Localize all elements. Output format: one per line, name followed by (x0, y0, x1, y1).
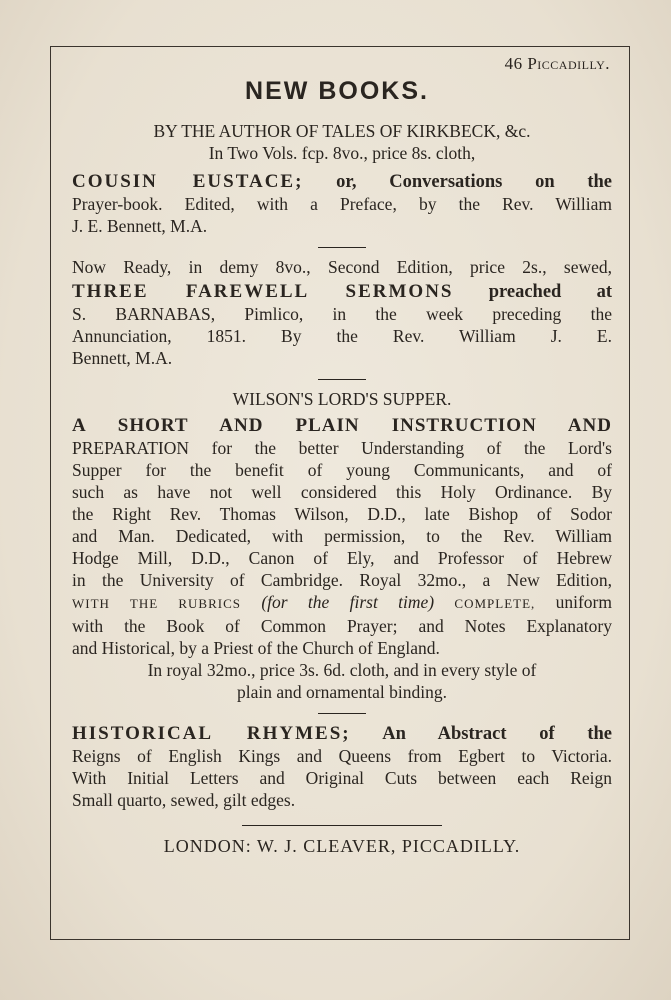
divider (242, 825, 442, 826)
text-line: such as have not well considered this Holy Ordinance. By (72, 482, 612, 502)
author-line: BY THE AUTHOR OF TALES OF KIRKBECK, &c. (153, 121, 531, 141)
price-line: In royal 32mo., price 3s. 6d. cloth, and in every style of (147, 660, 537, 680)
text-line: With Initial Letters and Original Cuts between each Reign (72, 768, 612, 788)
format-line: In Two Vols. fcp. 8vo., price 8s. cloth, (208, 143, 476, 163)
subtitle: An Abstract of the (350, 724, 612, 744)
book-title: HISTORICAL RHYMES; (72, 723, 351, 744)
book-title: THREE FAREWELL SERMONS (72, 281, 454, 302)
text-line: J. E. Bennett, M.A. (72, 216, 208, 236)
text-line: the Right Rev. Thomas Wilson, D.D., late Bishop of Sodor (72, 504, 612, 524)
title-line (72, 722, 612, 745)
text-line: in the University of Cambridge. Royal 32mo., a New Edition, (72, 570, 612, 590)
uniform-text: uniform (535, 592, 612, 612)
text-line: Bennett, M.A. (72, 348, 173, 368)
binding-line: plain and ornamental binding. (237, 682, 447, 702)
subtitle: preached at (453, 282, 612, 302)
book-wilsons-lords-supper (72, 388, 612, 703)
subtitle: or, Conversations on the (303, 172, 612, 192)
book-title: A SHORT AND PLAIN INSTRUCTION AND (72, 415, 612, 436)
rubrics-label: WITH THE RUBRICS (72, 596, 241, 611)
text-line: Now Ready, in demy 8vo., Second Edition, price 2s., sewed, (72, 257, 612, 277)
publisher-imprint: LONDON: W. J. CLEAVER, PICCADILLY. (163, 836, 521, 856)
divider (318, 379, 366, 380)
title-line (72, 414, 612, 437)
text-line: Prayer-book. Edited, with a Preface, by the Rev. William (72, 194, 612, 214)
text-line: Supper for the benefit of young Communicants, and of (72, 460, 612, 480)
book-three-farewell-sermons (72, 256, 612, 369)
rubrics-note: (for the first time) (261, 592, 435, 612)
text-line: PREPARATION for the better Understanding of the Lord's (72, 438, 612, 458)
divider (318, 247, 366, 248)
content (72, 54, 612, 857)
text-line: Reigns of English Kings and Queens from Egbert to Victoria. (72, 746, 612, 766)
text-line: Hodge Mill, D.D., Canon of Ely, and Professor of Hebrew (72, 548, 612, 568)
divider (318, 713, 366, 714)
title-line (72, 280, 612, 303)
text-line: Annunciation, 1851. By the Rev. William J. E. (72, 326, 612, 346)
series-title: WILSON'S LORD'S SUPPER. (232, 389, 452, 409)
text-line: and Man. Dedicated, with permission, to the Rev. William (72, 526, 612, 546)
book-historical-rhymes (72, 722, 612, 811)
book-cousin-eustace (72, 120, 612, 237)
page-heading: NEW BOOKS. (245, 77, 429, 105)
book-title: COUSIN EUSTACE; (72, 171, 304, 192)
text-line: with the Book of Common Prayer; and Notes Explanatory (72, 616, 612, 636)
complete-label: COMPLETE, (454, 596, 536, 611)
title-line (72, 170, 612, 193)
text-line (72, 591, 612, 615)
address: 46 Piccadilly. (504, 54, 610, 73)
text-line: Small quarto, sewed, gilt edges. (72, 790, 296, 810)
text-line: and Historical, by a Priest of the Church of England. (72, 638, 440, 658)
text-line: S. BARNABAS, Pimlico, in the week preceding the (72, 304, 612, 324)
